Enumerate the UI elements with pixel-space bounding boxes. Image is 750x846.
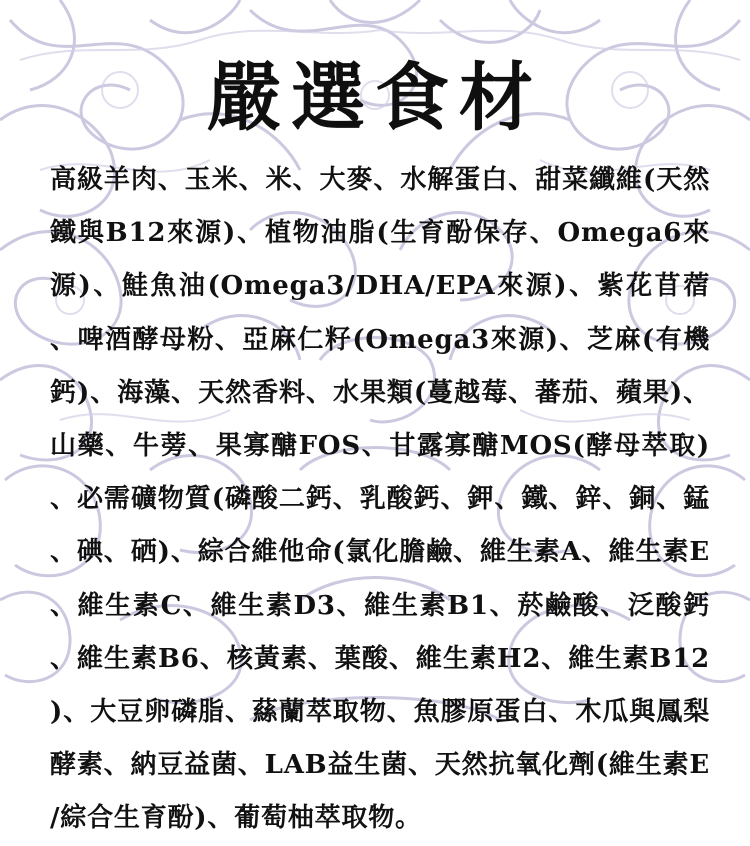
page-title: 嚴選食材 [207, 55, 543, 141]
ingredients-text: 高級羊肉、玉米、米、大麥、水解蛋白、甜菜纖維(天然鐵與B12來源)、植物油脂(生育酚保存、Omega6來源)、鮭魚油(Omega3/DHA/EPA來源)、紫花苜蓿、啤酒酵母粉、亞麻仁籽(Omega3來源)、芝麻(有機鈣)、海藻、天然香料、水果類(蔓越莓、蕃茄、蘋果)、山藥、牛蒡、果寡醣FOS、甘露寡醣MOS(酵母萃取)、必需礦物質(磷酸二鈣、乳酸鈣、鉀、鐵、鋅、銅、錳、碘、硒)、綜合維他命(氯化膽鹼、維生素A、維生素E、維生素C、維生素D3、維生素B1、菸鹼酸、泛酸鈣、維生素B6、核黃素、葉酸、維生素H2、維生素B12)、大豆卵磷脂、蕬蘭萃取物、魚膠原蛋白、木瓜與鳳梨酵素、納豆益菌、LAB益生菌、天然抗氧化劑(維生素E/綜合生育酚)、葡萄柚萃取物。 [50, 165, 710, 834]
